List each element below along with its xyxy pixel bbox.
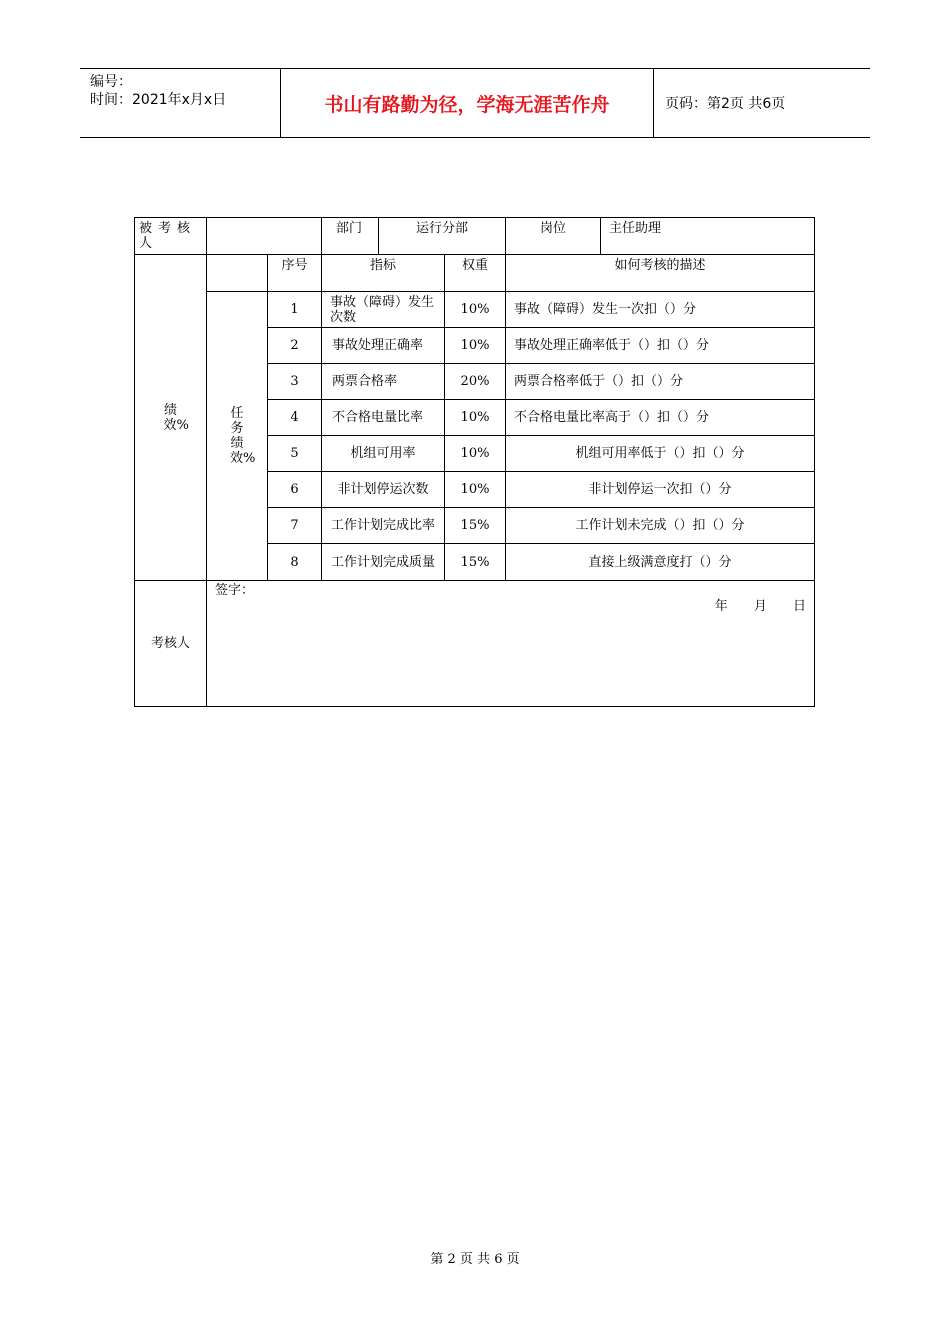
row-indicator: 两票合格率 <box>322 364 445 400</box>
col-seq-header: 序号 <box>268 255 322 292</box>
page-footer: 第 2 页 共 6 页 <box>430 1252 520 1267</box>
dept-value: 运行分部 <box>379 218 506 255</box>
row-seq: 5 <box>268 436 322 472</box>
col-indicator-header: 指标 <box>322 255 445 292</box>
reviewer-label: 考核人 <box>135 581 207 707</box>
signature-area[interactable] <box>207 581 815 707</box>
assessment-table <box>134 217 815 707</box>
row-weight: 10% <box>445 328 506 364</box>
blank-header-cell <box>207 255 268 292</box>
row-indicator: 事故处理正确率 <box>322 328 445 364</box>
table-row <box>135 292 815 328</box>
post-value: 主任助理 <box>601 218 815 255</box>
time-label: 时间：2021年x月x日 <box>90 92 227 108</box>
dept-label: 部门 <box>322 218 379 255</box>
header-page-number: 页码：第2页 共6页 <box>665 96 786 112</box>
col-weight-header: 权重 <box>445 255 506 292</box>
row-weight: 15% <box>445 544 506 581</box>
row-seq: 4 <box>268 400 322 436</box>
row-indicator: 非计划停运次数 <box>322 472 445 508</box>
signature-label: 签字： <box>215 583 255 598</box>
row-seq: 7 <box>268 508 322 544</box>
serial-label: 编号： <box>90 74 132 90</box>
row-seq: 2 <box>268 328 322 364</box>
date-label: 年 月 日 <box>714 599 806 614</box>
post-label: 岗位 <box>506 218 601 255</box>
task-perf-cell <box>207 292 268 581</box>
assessee-value[interactable] <box>207 218 322 255</box>
row-desc: 两票合格率低于（）扣（）分 <box>506 364 815 400</box>
row-desc: 事故处理正确率低于（）扣（）分 <box>506 328 815 364</box>
row-weight: 10% <box>445 292 506 328</box>
row-seq: 6 <box>268 472 322 508</box>
row-seq: 3 <box>268 364 322 400</box>
row-indicator: 不合格电量比率 <box>322 400 445 436</box>
row-weight: 10% <box>445 400 506 436</box>
row-desc: 工作计划未完成（）扣（）分 <box>506 508 815 544</box>
row-desc: 直接上级满意度打（）分 <box>506 544 815 581</box>
row-indicator: 机组可用率 <box>322 436 445 472</box>
col-desc-header: 如何考核的描述 <box>506 255 815 292</box>
row-desc: 事故（障碍）发生一次扣（）分 <box>506 292 815 328</box>
row-desc: 非计划停运一次扣（）分 <box>506 472 815 508</box>
row-indicator: 工作计划完成质量 <box>322 544 445 581</box>
row-seq: 1 <box>268 292 322 328</box>
page-header <box>80 68 870 138</box>
header-motto: 书山有路勤为径，学海无涯苦作舟 <box>281 69 654 137</box>
task-perf-label: 任务绩效% <box>230 406 256 466</box>
row-indicator: 工作计划完成比率 <box>322 508 445 544</box>
row-desc: 不合格电量比率高于（）扣（）分 <box>506 400 815 436</box>
perf-label: 绩效% <box>163 402 189 433</box>
row-seq: 8 <box>268 544 322 581</box>
row-desc: 机组可用率低于（）扣（）分 <box>506 436 815 472</box>
row-weight: 20% <box>445 364 506 400</box>
assessee-label: 被考核人 <box>135 218 207 255</box>
header-meta <box>80 69 281 137</box>
row-indicator: 事故（障碍）发生次数 <box>322 292 445 328</box>
row-weight: 10% <box>445 472 506 508</box>
row-weight: 10% <box>445 436 506 472</box>
row-weight: 15% <box>445 508 506 544</box>
perf-label-cell <box>135 255 207 581</box>
